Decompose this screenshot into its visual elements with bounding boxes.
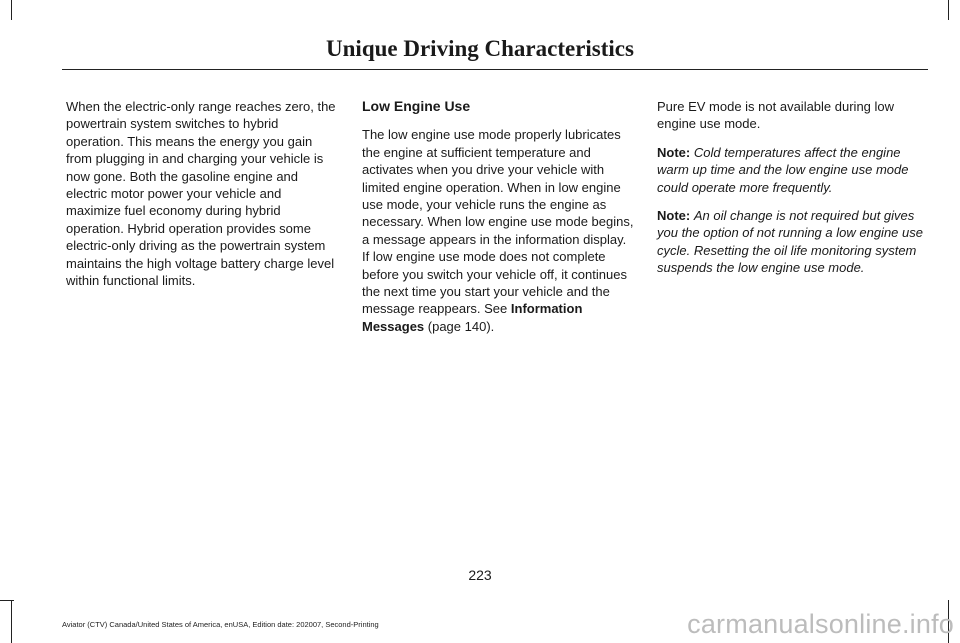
note-label: Note:: [657, 144, 691, 160]
column-2: [362, 98, 634, 346]
note-2: [657, 207, 929, 277]
column-1: [66, 98, 338, 300]
cross-reference-link[interactable]: Information Messages: [362, 301, 583, 334]
paragraph-text: The low engine use mode properly lubricates the engine at sufficient temperature and activates when you drive your vehicle with limited engine operation. When in low engine use mode, your vehicle runs the engine as necessary. When low engine use mode begins, a message appears in the information display. If low engine use mode does not complete before you switch your vehicle off, it continues the next time you start your vehicle and the message reappears. See: [362, 127, 634, 317]
body-paragraph: [362, 126, 634, 335]
note-label: Note:: [657, 208, 691, 224]
section-heading: Low Engine Use: [362, 98, 471, 114]
crop-mark-top-left-vertical: [11, 0, 12, 20]
note-1: [657, 144, 929, 196]
watermark: carmanualsonline.info: [687, 609, 954, 639]
page-title: Unique Driving Characteristics: [326, 36, 634, 61]
title-divider: [62, 69, 928, 70]
crop-mark-top-right-vertical: [948, 0, 949, 20]
note-text: An oil change is not required but gives you the option of not running a low engine use cycle. Resetting the oil life monitoring system suspends the low engine use mode.: [657, 208, 923, 276]
note-text: Cold temperatures affect the engine warm up time and the low engine use mode could operate more frequently.: [657, 144, 909, 195]
column-3: [657, 98, 929, 288]
crop-mark-bottom-left-vertical: [11, 600, 12, 643]
body-paragraph: Pure EV mode is not available during low engine use mode.: [657, 99, 895, 132]
edition-footer: Aviator (CTV) Canada/United States of America, enUSA, Edition date: 202007, Second-Printing: [62, 620, 379, 629]
page-number: 223: [468, 567, 492, 583]
page-reference: (page 140).: [424, 318, 495, 334]
body-paragraph: When the electric-only range reaches zero, the powertrain system switches to hybrid operation. This means the energy you gain from plugging in and charging your vehicle is now gone. Both the gasoline engine and electric motor power your vehicle and maximize fuel economy during hybrid operation. Hybrid operation provides some electric-only driving as the powertrain system maintains the high voltage battery charge level within functional limits.: [66, 99, 336, 289]
